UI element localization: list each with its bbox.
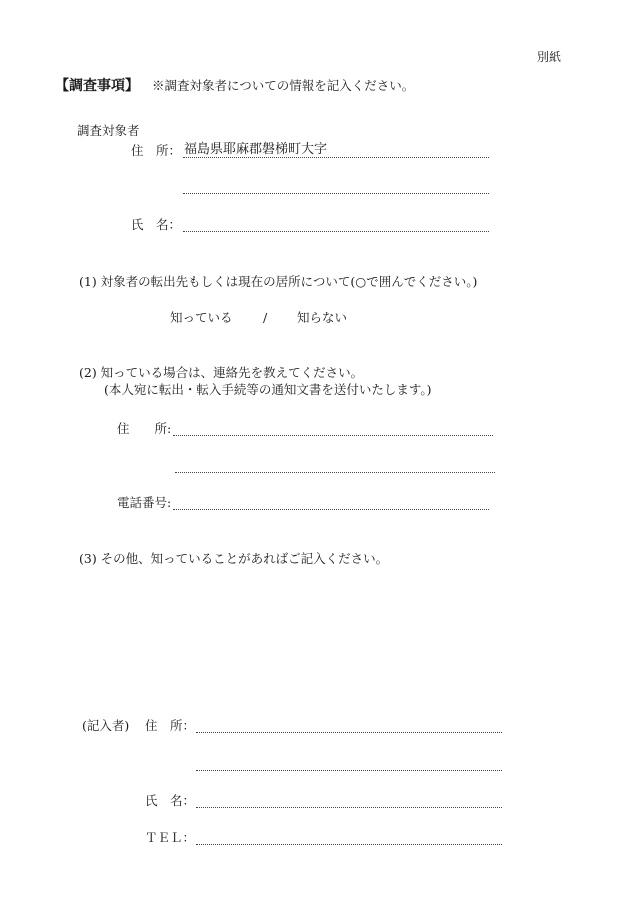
writer-address-line-2 <box>196 770 502 771</box>
writer-prefix: (記入者) <box>82 718 130 733</box>
subject-address-value: 福島県耶麻郡磐梯町大字 <box>184 142 328 157</box>
writer-tel-line <box>196 844 502 845</box>
writer-tel-label: ＴＥＬ： <box>145 830 196 845</box>
subject-name-line <box>183 231 489 232</box>
writer-address-line-1 <box>196 732 502 733</box>
subject-name-label: 氏 名： <box>131 217 182 232</box>
option-dont-know: 知らない <box>297 310 348 325</box>
attachment-label: 別紙 <box>537 50 562 64</box>
writer-address-label: 住 所： <box>145 718 196 733</box>
subject-address-label: 住 所： <box>131 143 182 158</box>
option-separator: / <box>263 310 268 325</box>
section-title: 【調査事項】 <box>55 78 139 94</box>
writer-name-line <box>196 807 502 808</box>
contact-address-label: 住 所: <box>117 421 172 436</box>
option-know: 知っている <box>170 310 233 325</box>
contact-phone-label: 電話番号: <box>117 495 172 510</box>
subject-address-line-1 <box>183 157 489 158</box>
section-note: ※調査対象者についての情報を記入ください。 <box>152 78 415 93</box>
question-1-text: (1) 対象者の転出先もしくは現在の居所について(○で囲んでください。) <box>79 274 478 289</box>
contact-address-line-1 <box>173 435 493 436</box>
subject-heading: 調査対象者 <box>77 123 140 138</box>
writer-name-label: 氏 名： <box>145 793 196 808</box>
contact-address-line-2 <box>175 472 495 473</box>
subject-address-line-2 <box>183 193 489 194</box>
question-2-note: (本人宛に転出・転入手続等の通知文書を送付いたします。) <box>104 382 432 397</box>
question-3-text: (3) その他、知っていることがあればご記入ください。 <box>79 551 389 566</box>
question-2-text: (2) 知っている場合は、連絡先を教えてください。 <box>79 365 364 380</box>
contact-phone-line <box>173 509 489 510</box>
